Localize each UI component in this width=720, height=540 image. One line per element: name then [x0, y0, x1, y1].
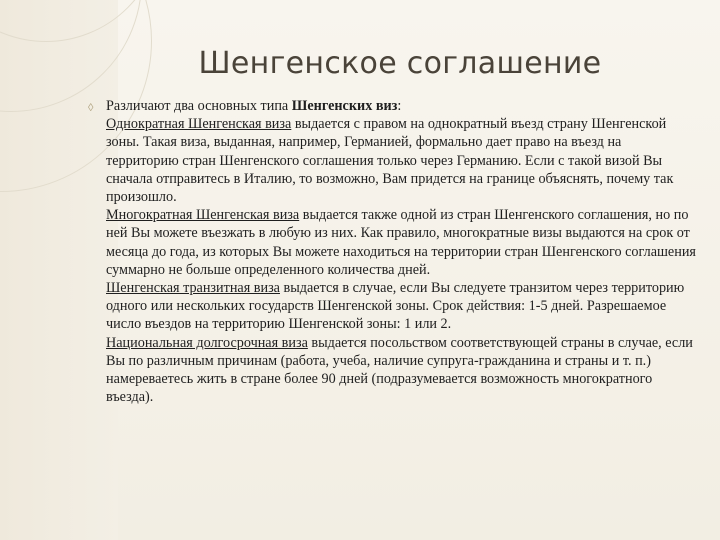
visa-term-national: Национальная долгосрочная виза	[106, 334, 308, 351]
visa-description-multiple: выдается также одной из стран Шенгенского соглашения, но по ней Вы можете въезжать в любую из них. Как правило, многократные визы выдаются на срок от месяца до года, из которых Вы можете находиться на территории стран Шенгенского соглашения суммарно не больше определенного количества дней.	[106, 207, 696, 278]
visa-term-transit: Шенгенская транзитная виза	[106, 280, 280, 297]
visa-description-transit: выдается в случае, если Вы следуете транзитом через территорию одного или нескольких государств Шенгенской зоны. Срок действия: 1-5 дней. Разрешаемое число въездов на территорию Шенгенской зоны: 1 или 2.	[106, 280, 685, 333]
intro-colon: :	[397, 98, 402, 114]
intro-bold-term: Шенгенских виз	[291, 98, 398, 114]
visa-description-single: выдается с правом на однократный въезд страну Шенгенской зоны. Такая виза, выданная, например, Германией, формально дает право на въезд на территорию стран Шенгенского соглашения только через Германию. Если с такой визой Вы сначала отправитесь в Италию, то возможно, Вам придется на границе объяснять, почему так произошло.	[106, 116, 674, 206]
visa-term-single: Однократная Шенгенская виза	[106, 116, 292, 133]
visa-description-national: выдается посольством соответствующей страны в случае, если Вы по различным причинам (работа, учеба, наличие супруга-гражданина и страны и т. п.) намереваетесь жить в стране более 90 дней (подразумевается возможность многократного въезда).	[106, 334, 693, 406]
diamond-bullet-icon: ◊	[88, 102, 94, 114]
intro-text: Различают два основных типа	[106, 98, 292, 114]
visa-term-multiple: Многократная Шенгенская виза	[106, 207, 300, 224]
slide-title: Шенгенское соглашение	[198, 46, 602, 81]
body-text	[106, 97, 696, 406]
